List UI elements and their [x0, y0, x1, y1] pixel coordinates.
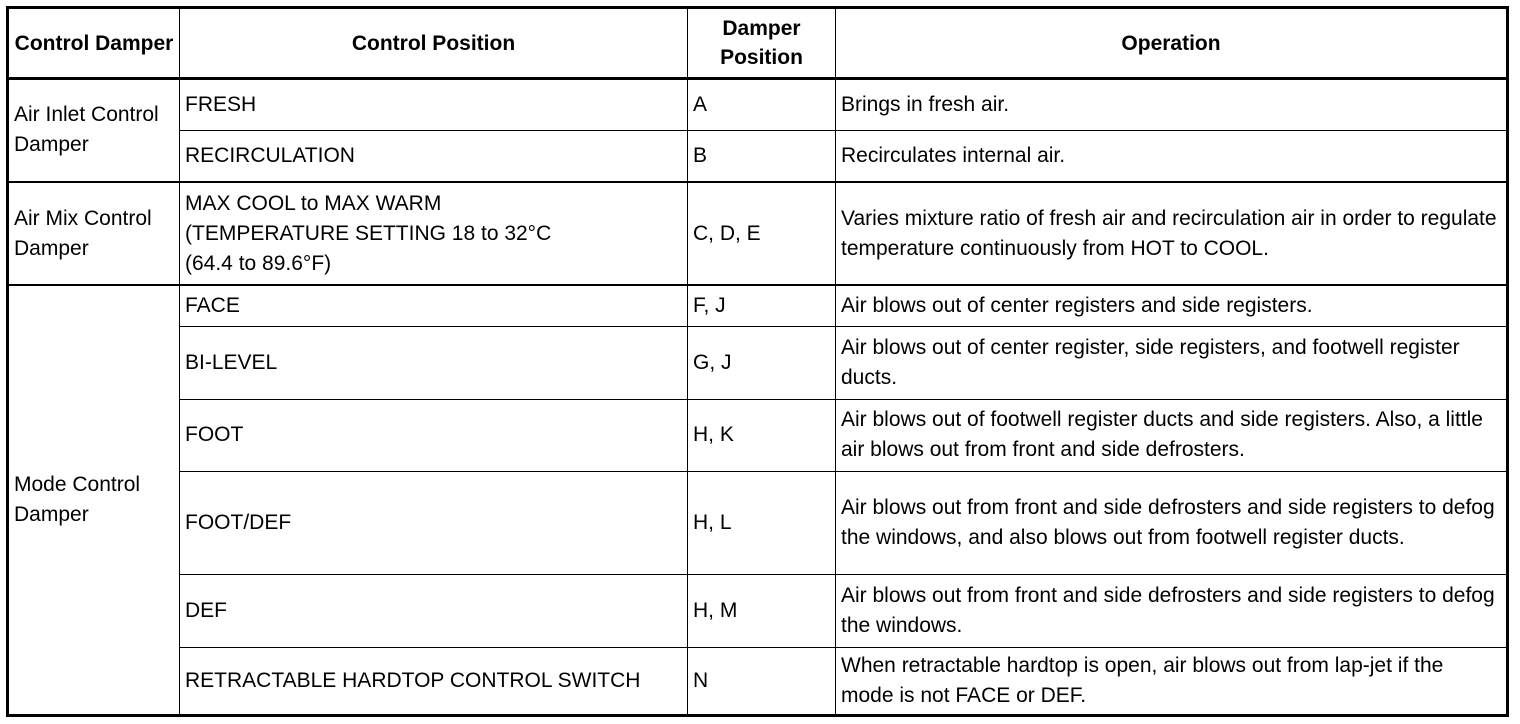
damper-position-cell: A: [688, 79, 836, 131]
operation-cell: Air blows out from front and side defrosters and side registers to defog the windows, and also blows out from footwell register ducts.: [836, 471, 1508, 574]
operation-cell: Air blows out of center register, side registers, and footwell register ducts.: [836, 327, 1508, 399]
damper-position-cell: C, D, E: [688, 182, 836, 285]
operation-cell: Recirculates internal air.: [836, 130, 1508, 182]
header-control-position: Control Position: [180, 8, 688, 79]
control-position-cell: RECIRCULATION: [180, 130, 688, 182]
header-control-damper: Control Damper: [8, 8, 180, 79]
table-row: [8, 647, 1508, 715]
group-mode: Mode Control Damper: [8, 285, 180, 715]
operation-cell: Air blows out of center registers and side registers.: [836, 285, 1508, 326]
group-air-inlet: Air Inlet Control Damper: [8, 79, 180, 182]
operation-cell: Air blows out of footwell register ducts and side registers. Also, a little air blows out from front and side defrosters.: [836, 399, 1508, 471]
damper-operation-table: [6, 6, 1509, 717]
table-row: [8, 79, 1508, 131]
control-position-cell: DEF: [180, 575, 688, 647]
operation-cell: Brings in fresh air.: [836, 79, 1508, 131]
table-row: [8, 575, 1508, 647]
group-air-mix: Air Mix Control Damper: [8, 182, 180, 285]
damper-position-cell: H, L: [688, 471, 836, 574]
control-position-cell: [180, 182, 688, 285]
damper-position-cell: F, J: [688, 285, 836, 326]
operation-cell: Varies mixture ratio of fresh air and recirculation air in order to regulate temperature continuously from HOT to COOL.: [836, 182, 1508, 285]
operation-cell: When retractable hardtop is open, air blows out from lap-jet if the mode is not FACE or DEF.: [836, 647, 1508, 715]
control-position-cell: BI-LEVEL: [180, 327, 688, 399]
table-row: [8, 399, 1508, 471]
table-row: [8, 285, 1508, 326]
control-position-cell: FACE: [180, 285, 688, 326]
header-row: [8, 8, 1508, 79]
position-line: MAX COOL to MAX WARM: [185, 191, 442, 215]
control-position-cell: FOOT/DEF: [180, 471, 688, 574]
operation-cell: Air blows out from front and side defrosters and side registers to defog the windows.: [836, 575, 1508, 647]
control-position-cell: FOOT: [180, 399, 688, 471]
header-operation: Operation: [836, 8, 1508, 79]
position-line: (TEMPERATURE SETTING 18 to 32°C: [185, 221, 552, 245]
damper-position-cell: G, J: [688, 327, 836, 399]
damper-position-cell: N: [688, 647, 836, 715]
damper-position-cell: H, K: [688, 399, 836, 471]
table-row: [8, 182, 1508, 285]
header-damper-position: Damper Position: [688, 8, 836, 79]
table-row: [8, 130, 1508, 182]
position-line: (64.4 to 89.6°F): [185, 251, 332, 275]
damper-position-cell: B: [688, 130, 836, 182]
control-position-cell: RETRACTABLE HARDTOP CONTROL SWITCH: [180, 647, 688, 715]
table-row: [8, 471, 1508, 574]
table-row: [8, 327, 1508, 399]
control-position-cell: FRESH: [180, 79, 688, 131]
damper-position-cell: H, M: [688, 575, 836, 647]
